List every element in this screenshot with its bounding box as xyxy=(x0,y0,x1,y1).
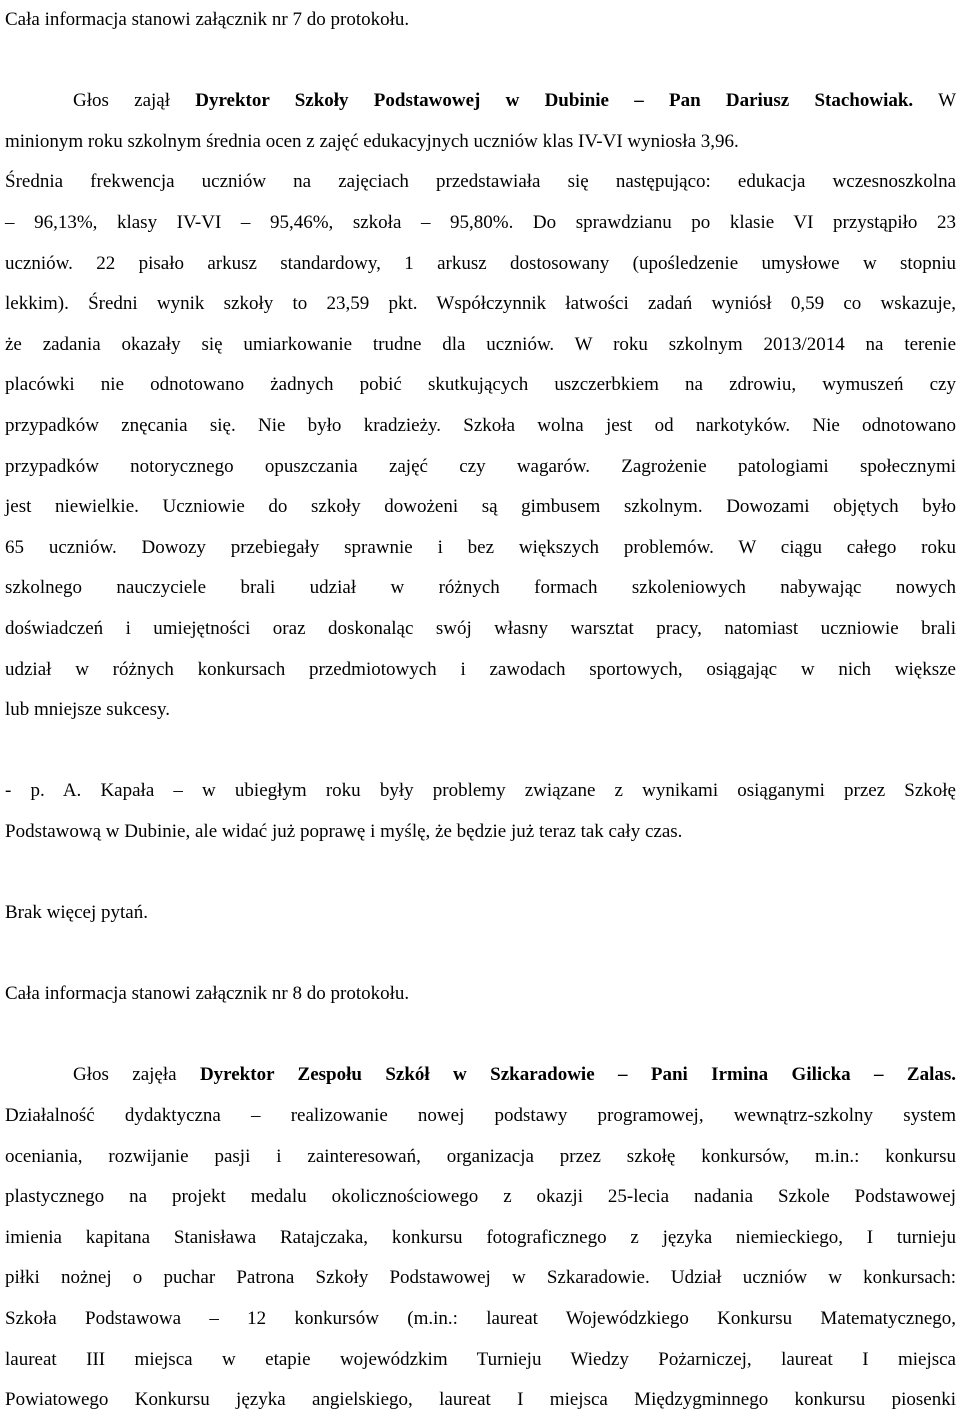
text-line: doświadczeń i umiejętności oraz doskonaląc swój własny warsztat pracy, natomiast uczniowie brali xyxy=(5,617,956,639)
text-line xyxy=(5,1055,956,1096)
text-line: 65 uczniów. Dowozy przebiegały sprawnie i bez większych problemów. W ciągu całego roku xyxy=(5,536,956,558)
text-line: piłki nożnej o puchar Patrona Szkoły Podstawowej w Szkaradowie. Udział uczniów w konkursach: xyxy=(5,1267,956,1289)
text-line: - p. A. Kapała – w ubiegłym roku były problemy związane z wynikami osiąganymi przez Szkołę xyxy=(5,780,956,802)
text-run: W xyxy=(913,90,957,112)
bold-text: Dyrektor Szkoły Podstawowej w Dubinie – Pan Dariusz Stachowiak. xyxy=(195,90,914,112)
blank-line xyxy=(5,1015,956,1056)
text-line: Powiatowego Konkursu języka angielskiego, laureat I miejsca Międzygminnego konkursu piosenki xyxy=(5,1389,956,1411)
text-line: przypadków znęcania się. Nie było kradzieży. Szkoła wolna jest od narkotyków. Nie odnotowano xyxy=(5,414,956,436)
text-run: Głos zajęła xyxy=(73,1064,200,1086)
text-line: oceniania, rozwijanie pasji i zainteresowań, organizacja przez szkołę konkursów, m.in.: konkursu xyxy=(5,1145,956,1167)
text-line: Brak więcej pytań. xyxy=(5,902,148,924)
text-line: Podstawową w Dubinie, ale widać już poprawę i myślę, że będzie już teraz tak cały czas. xyxy=(5,820,683,842)
text-line: Szkoła Podstawowa – 12 konkursów (m.in.: laureat Wojewódzkiego Konkursu Matematycznego, xyxy=(5,1308,956,1329)
text-line: lekkim). Średni wynik szkoły to 23,59 pkt. Współczynnik łatwości zadań wyniósł 0,59 co wskazuje, xyxy=(5,293,956,315)
document-page xyxy=(5,0,956,1421)
text-line: jest niewielkie. Uczniowie do szkoły dowożeni są gimbusem szkolnym. Dowozami objętych było xyxy=(5,496,956,518)
blank-line xyxy=(5,731,956,772)
text-run: Głos zajął xyxy=(73,90,196,112)
text-line: placówki nie odnotowano żadnych pobić skutkujących uszczerbkiem na zdrowiu, wymuszeń czy xyxy=(5,374,956,396)
text-line: Działalność dydaktyczna – realizowanie nowej podstawy programowej, wewnątrz-szkolny system xyxy=(5,1105,956,1127)
text-line: lub mniejsze sukcesy. xyxy=(5,699,170,721)
text-line: – 96,13%, klasy IV-VI – 95,46%, szkoła – 95,80%. Do sprawdzianu po klasie VI przystąpiło 23 xyxy=(5,211,956,233)
text-line: szkolnego nauczyciele brali udział w różnych formach szkoleniowych nabywając nowych xyxy=(5,577,956,599)
text-line: laureat III miejsca w etapie wojewódzkim Turnieju Wiedzy Pożarniczej, laureat I miejsca xyxy=(5,1348,956,1370)
text-line: minionym roku szkolnym średnia ocen z zajęć edukacyjnych uczniów klas IV-VI wyniosła 3,96. xyxy=(5,130,739,152)
blank-line xyxy=(5,41,956,82)
text-line: udział w różnych konkursach przedmiotowych i zawodach sportowych, osiągając w nich większe xyxy=(5,658,956,680)
blank-line xyxy=(5,934,956,975)
text-line: przypadków notorycznego opuszczania zajęć czy wagarów. Zagrożenie patologiami społecznymi xyxy=(5,455,956,477)
text-line: imienia kapitana Stanisława Ratajczaka, konkursu fotograficznego z języka niemieckiego, I turnieju xyxy=(5,1226,956,1248)
text-line: Średnia frekwencja uczniów na zajęciach przedstawiała się następująco: edukacja wczesnoszkolna xyxy=(5,171,956,193)
text-line: że zadania okazały się umiarkowanie trudne dla uczniów. W roku szkolnym 2013/2014 na terenie xyxy=(5,333,956,355)
text-line: uczniów. 22 pisało arkusz standardowy, 1 arkusz dostosowany (upośledzenie umysłowe w stopniu xyxy=(5,252,956,274)
text-line: Cała informacja stanowi załącznik nr 7 do protokołu. xyxy=(5,9,410,30)
text-line: plastycznego na projekt medalu okolicznościowego z okazji 25-lecia nadania Szkole Podstawowej xyxy=(5,1186,956,1208)
bold-text: Dyrektor Zespołu Szkół w Szkaradowie – Pani Irmina Gilicka – Zalas. xyxy=(199,1064,957,1086)
text-line xyxy=(5,81,956,122)
blank-line xyxy=(5,852,956,893)
text-line: Cała informacja stanowi załącznik nr 8 do protokołu. xyxy=(5,983,410,1005)
